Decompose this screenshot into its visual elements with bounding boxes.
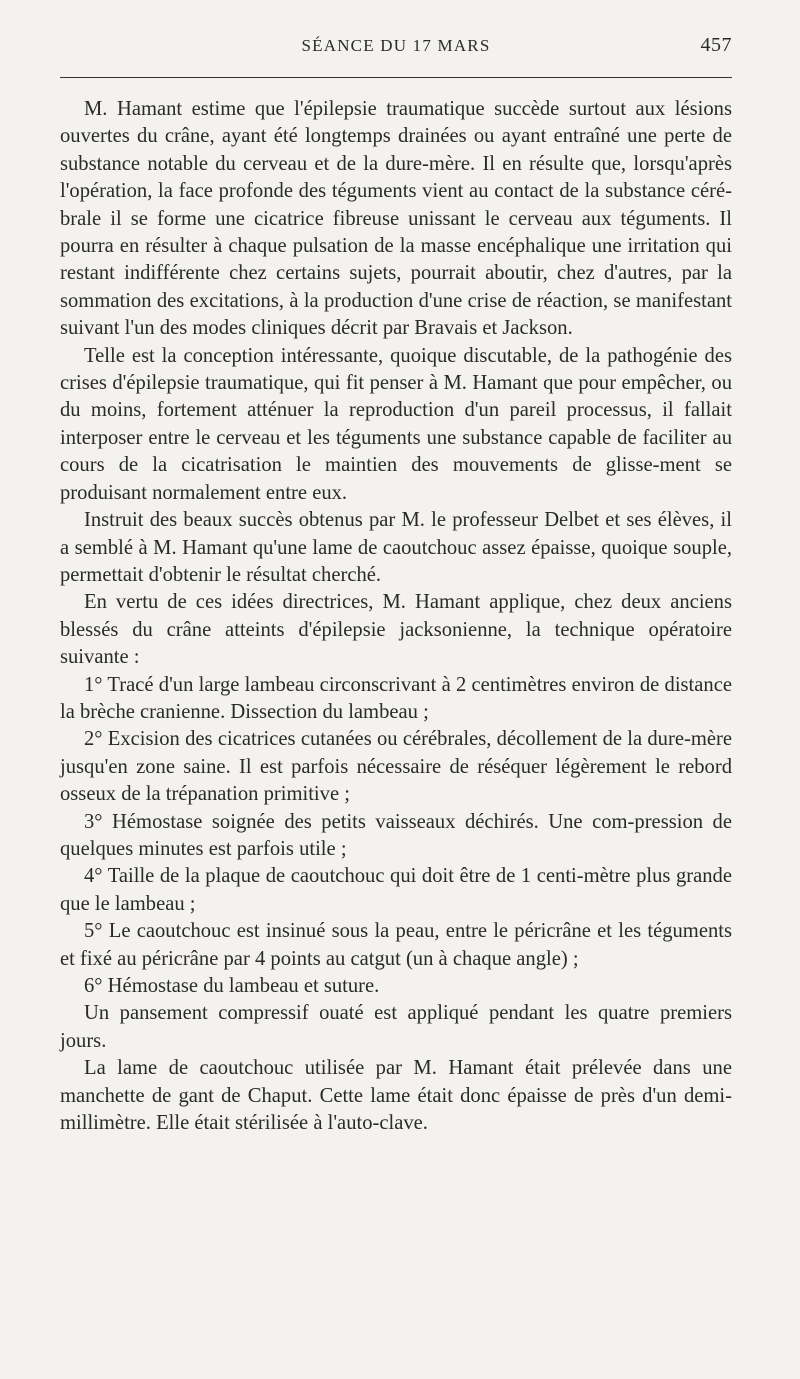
list-item: 4° Taille de la plaque de caoutchouc qui doit être de 1 centi-mètre plus grande que le lambeau ;	[60, 865, 732, 915]
paragraph: Un pansement compressif ouaté est appliqué pendant les quatre premiers jours.	[60, 1002, 732, 1052]
header-rule	[60, 77, 732, 78]
list-item: 2° Excision des cicatrices cutanées ou cérébrales, décollement de la dure-mère jusqu'en zone saine. Il est parfois nécessaire de réséquer légèrement le rebord osseux de la trépanation primitive ;	[60, 728, 732, 806]
paragraph: La lame de caoutchouc utilisée par M. Hamant était prélevée dans une manchette de gant de Chaput. Cette lame était donc épaisse de près d'un demi-millimètre. Elle était stérilisée à l'auto-clave.	[60, 1057, 732, 1135]
running-title: SÉANCE DU 17 MARS	[301, 36, 491, 55]
running-header	[60, 0, 732, 70]
book-page	[60, 0, 732, 1135]
paragraph: Telle est la conception intéressante, quoique discutable, de la pathogénie des crises d'épilepsie traumatique, qui fit penser à M. Hamant que pour empêcher, ou du moins, fortement atténuer la reproduction d'un pareil processus, il fallait interposer entre le cerveau et les téguments une substance capable de faciliter au cours de la cicatrisation le maintien des mouvements de glisse-ment se produisant normalement entre eux.	[60, 344, 732, 504]
list-item: 5° Le caoutchouc est insinué sous la peau, entre le péricrâne et les téguments et fixé au péricrâne par 4 points au catgut (un à chaque angle) ;	[60, 920, 732, 970]
paragraph: Instruit des beaux succès obtenus par M. le professeur Delbet et ses élèves, il a semblé à M. Hamant qu'une lame de caoutchouc assez épaisse, quoique souple, permettait d'obtenir le résultat cherché.	[60, 509, 732, 586]
page-body	[60, 96, 732, 1137]
list-item: 6° Hémostase du lambeau et suture.	[84, 975, 380, 997]
paragraph: En vertu de ces idées directrices, M. Hamant applique, chez deux anciens blessés du crâne atteints d'épilepsie jacksonienne, la technique opératoire suivante :	[60, 591, 732, 669]
paragraph: M. Hamant estime que l'épilepsie traumatique succède surtout aux lésions ouvertes du crâne, ayant été longtemps drainées ou ayant entraîné une perte de substance notable du cerveau et de la dure-mère. Il en résulte que, lorsqu'après l'opération, la face profonde des téguments vient au contact de la substance céré-brale il se forme une cicatrice fibreuse unissant le cerveau aux téguments. Il pourra en résulter à chaque pulsation de la masse encéphalique une irritation qui restant indifférente chez certains sujets, pourrait aboutir, chez d'autres, par la sommation des excitations, à la production d'une crise de réaction, se manifestant suivant l'un des modes cliniques décrit par Bravais et Jackson.	[60, 98, 732, 340]
page-number: 457	[700, 34, 732, 56]
list-item: 1° Tracé d'un large lambeau circonscrivant à 2 centimètres environ de distance la brèche cranienne. Dissection du lambeau ;	[60, 673, 732, 723]
list-item: 3° Hémostase soignée des petits vaisseaux déchirés. Une com-pression de quelques minutes est parfois utile ;	[60, 810, 732, 860]
